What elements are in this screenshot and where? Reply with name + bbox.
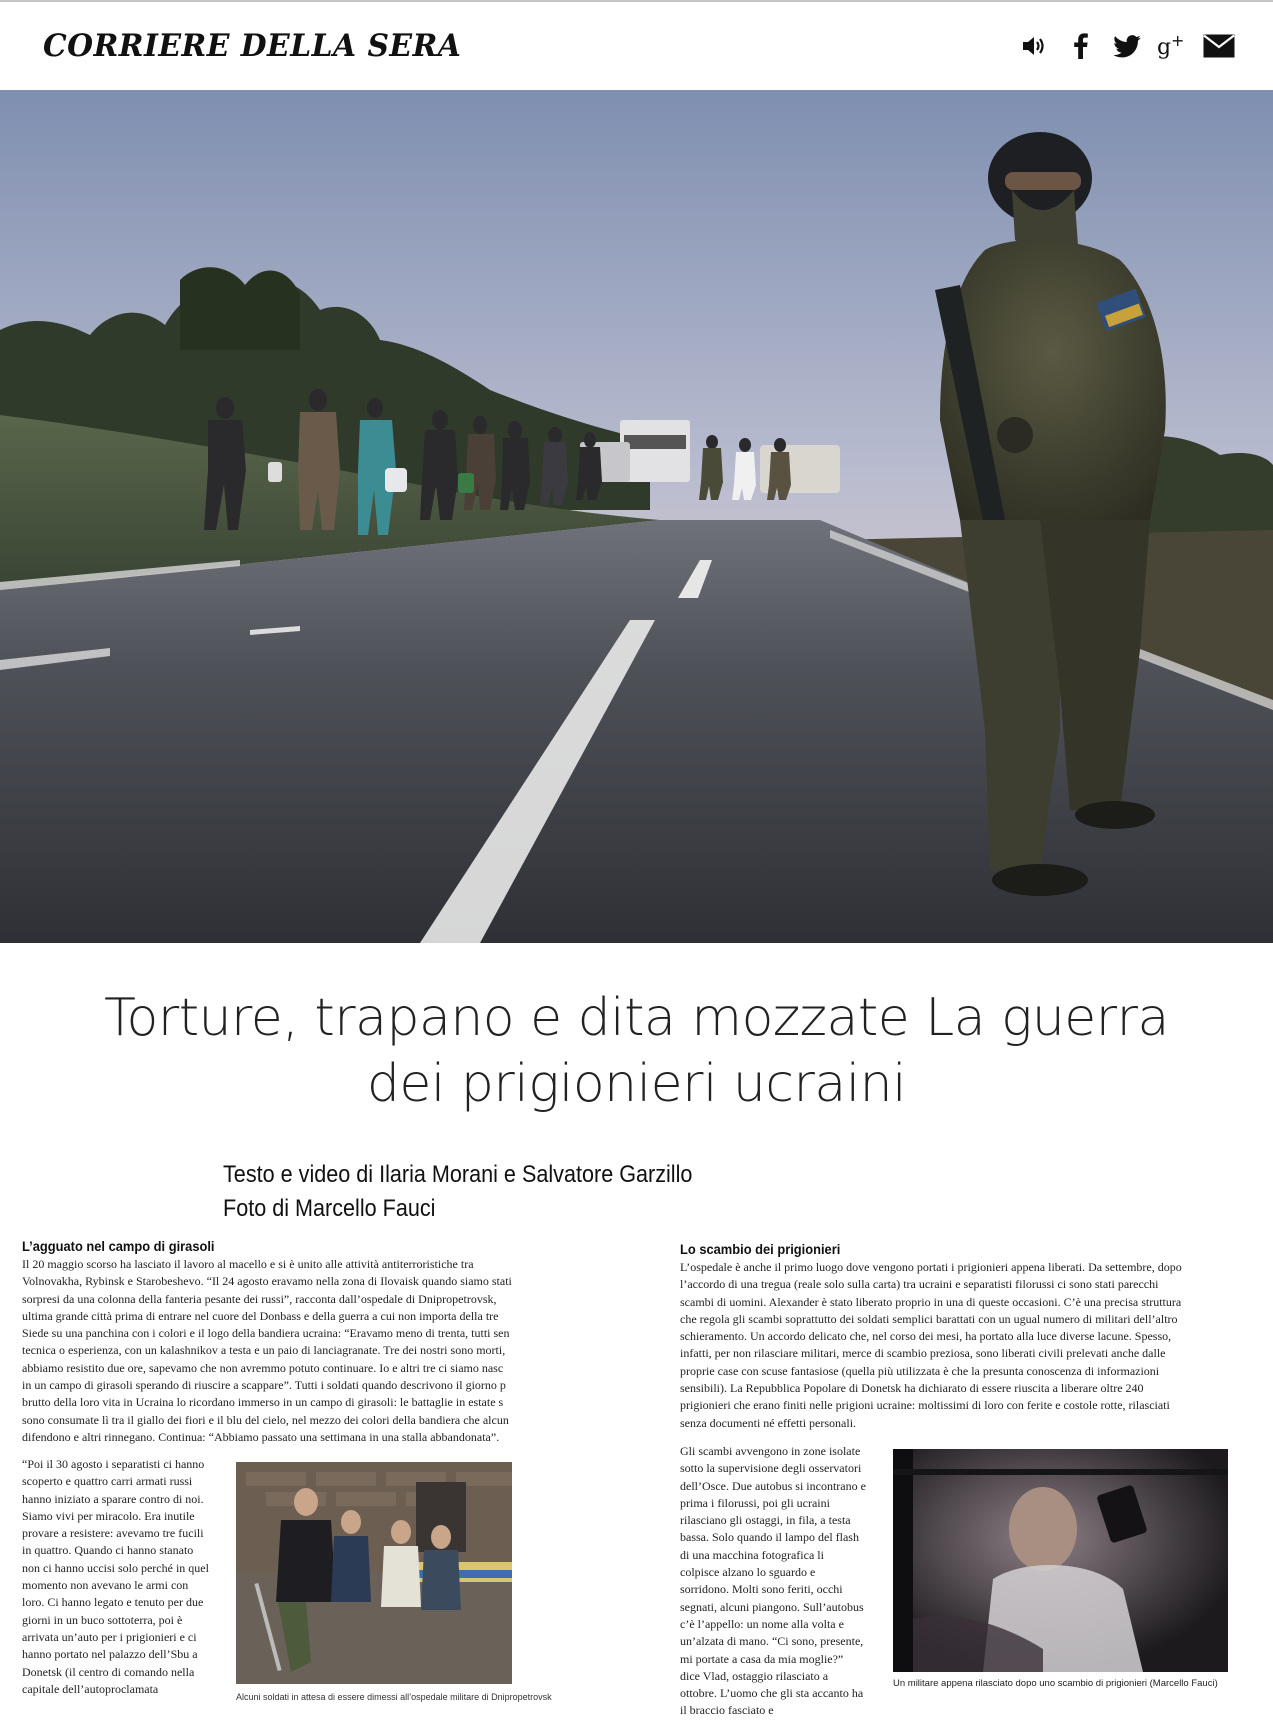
text-line: Volnovakha, Rybinsk e Starobeshevo. “Il 24 agosto eravamo nella zona di Ilovaisk quando siamo stati [22,1274,512,1289]
text-line: brutto della loro vita in Ucraina lo ricordano immerso in un campo di girasoli: le battaglie in estate s [22,1395,504,1410]
audio-icon[interactable] [1019,30,1051,62]
hero-photo [0,90,1273,943]
text-line: sono consumate lì tra il giallo dei fiori e il blu del cielo, nel mezzo dei colori della bandiera che alcun [22,1412,509,1427]
text-line: difendono e altri rinnegano. Continua: “Abbiamo passato una settimana in una stalla abbandonata”. [22,1429,500,1444]
byline-authors: Testo e video di Ilaria Morani e Salvatore Garzillo [223,1161,693,1188]
text-line: schieramento. Un accordo delicato che, nel corso dei mesi, ha portato alla luce diverse lacune. Spesso, [680,1329,1172,1344]
text-line: sensibili). La Repubblica Popolare di Donetsk ha dichiarato di essere riuscita a liberare oltre 240 [680,1381,1144,1396]
site-header [0,2,1273,90]
text-line: in un campo di girasoli sperando di riuscire a scappare”. Tutti i soldati quando descrivono il giorno p [22,1378,506,1393]
text-line: proprie case con scuse fantasiose (quella più utilizzata è che la presunta conoscenza di informazioni [680,1363,1160,1378]
section-title-ambush: L’agguato nel campo di girasoli [22,1238,215,1254]
byline-photos: Foto di Marcello Fauci [223,1195,436,1222]
released-photo-caption: Un militare appena rilasciato dopo uno scambio di prigionieri (Marcello Fauci) [893,1678,1218,1689]
text-line: ultima grande città prima di entrare nel cuore del Donbass e della guerra a cui non importa della tre [22,1308,499,1323]
text-line: infatti, per non rilasciare militari, merce di scambio preziosa, sono liberati civili prelevati anche dalle [680,1346,1166,1361]
released-soldier-photo [893,1449,1228,1672]
section-body-exchange [680,1259,1228,1432]
text-line: l’accordo di una tregua (reale solo sulla carta) tra ucraini e separatisti filorussi ci sono stati parecchi [680,1277,1159,1292]
svg-text:+: + [1171,31,1185,50]
exchange-continuation [680,1443,1228,1718]
text-line: sorpresi da una colonna della fanteria pesante dei russi”, racconta dall’ospedale di Dnipropetrovsk, [22,1291,497,1306]
section-exchange [680,1240,1228,1432]
svg-text:g: g [1157,35,1172,60]
text-line: scambi di uomini. Alexander è stato liberato proprio in una di queste occasioni. C’è una precisa struttura [680,1294,1182,1309]
text-line: Il 20 maggio scorso ha lasciato il lavoro al macello e si è unito alle attività antiterroristiche tra [22,1257,474,1271]
text-line: tecnica o esperienza, con un kalashnikov a testa e un paio di lanciagranate. Tre dei nostri sono morti, [22,1343,506,1358]
twitter-icon[interactable] [1111,30,1143,62]
hospital-soldiers-photo [236,1462,512,1684]
text-line: che regola gli scambi soprattutto dei soldati semplici barattati con un ugual numero di militari dell’altro [680,1311,1178,1326]
text-line: abbiamo resistito due ore, sapevamo che non avremmo potuto continuare. Io e altri tre ci siamo nasc [22,1360,504,1375]
share-bar [1019,30,1235,62]
facebook-icon[interactable] [1065,30,1097,62]
hospital-photo-caption: Alcuni soldati in attesa di essere dimessi all’ospedale militare di Dnipropetrovsk [236,1692,552,1702]
section-title-exchange: Lo scambio dei prigionieri [680,1241,841,1257]
ambush-continuation [22,1456,552,1702]
section-body-ambush [22,1256,510,1446]
section-ambush [22,1237,510,1446]
text-line: Siede su una panchina con i colori e il logo della bandiera ucraina: “Eravamo meno di trenta, tutti sen [22,1326,510,1341]
text-line: L’ospedale è anche il primo luogo dove vengono portati i prigionieri appena liberati. Da settembre, dopo [680,1260,1182,1274]
google-plus-icon[interactable] [1157,30,1189,62]
text-line: prigionieri che erano finiti nelle prigioni ucraine: moltissimi di loro con ferite e costole rotte, rilasciati [680,1398,1170,1413]
byline [223,1158,692,1226]
email-icon[interactable] [1203,30,1235,62]
text-line: senza documenti né effetti personali. [680,1415,857,1430]
ambush-continuation-text: “Poi il 30 agosto i separatisti ci hanno scoperto e quattro carri armati russi hanno iniziato a sparare contro di noi. Siamo vivi per miracolo. Era inutile provare a resistere: avevamo tre fucili in quattro. Quando ci hanno stanato non ci hanno uccisi solo perché in quel momento non avevano le armi con loro. Ci hanno legato e tenuto per due giorni in un buco sottoterra, poi è arrivata un’auto per i prigionieri e ci hanno portato nel palazzo dell’Sbu a Donetsk (il centro di comando nella capitale dell’autoproclamata [22,1457,209,1696]
exchange-continuation-text: Gli scambi avvengono in zone isolate sotto la supervisione degli osservatori dell’Osce. Due autobus si incontrano e prima i filorussi, poi gli ucraini rilasciano gli ostaggi, in fila, a testa bassa. Solo quando il lampo del flash di una macchina fotografica li colpisce alzano lo sguardo e sorridono. Molti sono feriti, occhi segnati, alcuni piangono. Sull’autobus c’è l’appello: un nome alla volta e un’alzata di mano. “Ci sono, presente, mi portate a casa da mia moglie?” dice Vlad, ostaggio rilasciato a ottobre. L’uomo che gli sta accanto ha il braccio fasciato e [680,1444,866,1718]
corriere-logo[interactable]: CORRIERE DELLA SERA [43,28,462,64]
article-headline: Torture, trapano e dita mozzate La guerra dei prigionieri ucraini [104,988,1169,1114]
